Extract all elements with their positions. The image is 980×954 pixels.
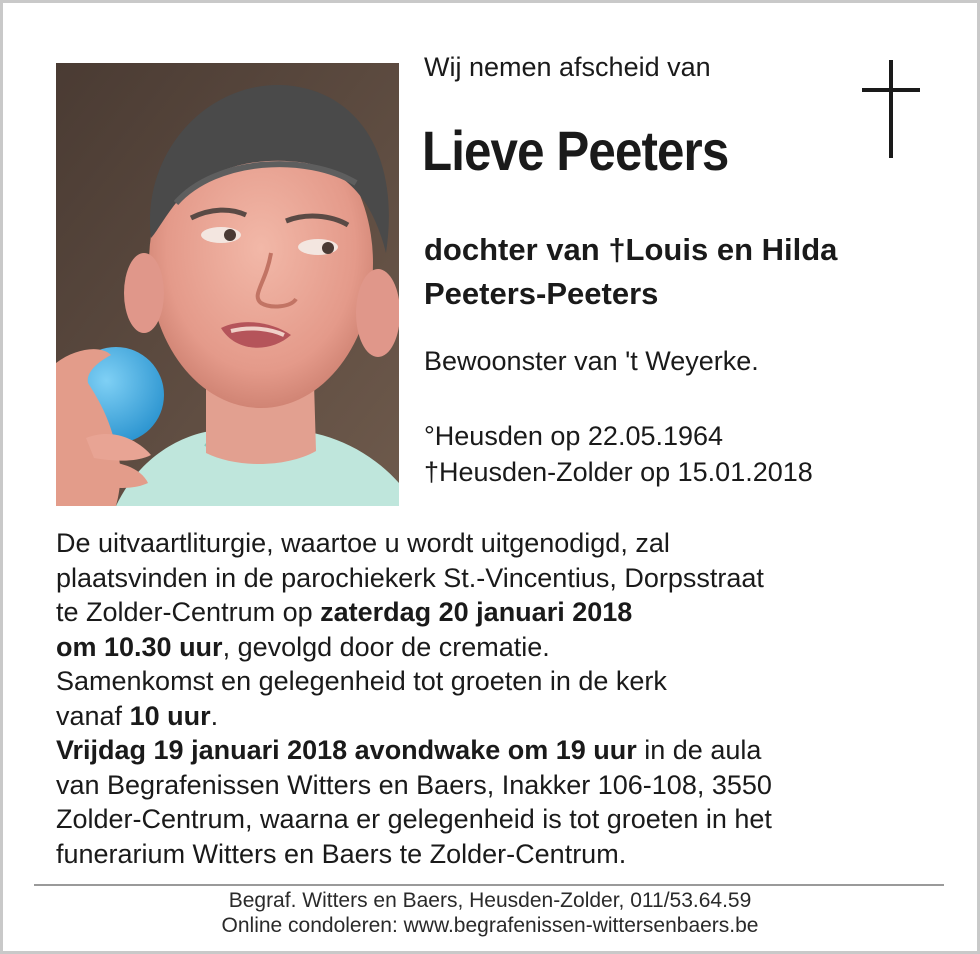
details-line: Samenkomst en gelegenheid tot groeten in de kerk bbox=[56, 666, 667, 696]
birth-date: °Heusden op 22.05.1964 bbox=[424, 421, 724, 451]
details-line: Zolder-Centrum, waarna er gelegenheid is tot groeten in het bbox=[56, 804, 772, 834]
parents-block bbox=[424, 228, 837, 316]
details-line: Vrijdag 19 januari 2018 avondwake om 19 uur in de aula bbox=[56, 735, 762, 765]
deceased-name: Lieve Peeters bbox=[422, 119, 729, 182]
funeral-time: om 10.30 uur bbox=[56, 631, 223, 662]
portrait-photo bbox=[56, 63, 399, 506]
residence-text: Bewoonster van 't Weyerke. bbox=[424, 346, 759, 376]
footer-divider bbox=[34, 884, 944, 886]
details-line: plaatsvinden in de parochiekerk St.-Vincentius, Dorpsstraat bbox=[56, 562, 764, 593]
details-line: te Zolder-Centrum op zaterdag 20 januari 2018 bbox=[56, 597, 633, 627]
details-line: vanaf 10 uur. bbox=[56, 700, 219, 731]
condolence-link[interactable]: Online condoleren: www.begrafenissen-wittersenbaers.be bbox=[221, 914, 759, 937]
footer bbox=[0, 888, 980, 938]
details-line: van Begrafenissen Witters en Baers, Inakker 106-108, 3550 bbox=[56, 769, 772, 800]
parents-line-2: Peeters-Peeters bbox=[424, 276, 659, 311]
death-date: †Heusden-Zolder op 15.01.2018 bbox=[424, 457, 813, 487]
parents-line-1: dochter van †Louis en Hilda bbox=[424, 232, 838, 267]
details-line: funerarium Witters en Baers te Zolder-Centrum. bbox=[56, 838, 627, 869]
funeral-date: zaterdag 20 januari 2018 bbox=[320, 597, 633, 627]
funeral-details bbox=[56, 526, 936, 871]
wake-info: Vrijdag 19 januari 2018 avondwake om 19 uur bbox=[56, 735, 637, 765]
funeral-home-contact: Begraf. Witters en Baers, Heusden-Zolder, 011/53.64.59 bbox=[228, 889, 752, 912]
intro-text: Wij nemen afscheid van bbox=[424, 52, 711, 82]
gathering-time: 10 uur bbox=[129, 700, 211, 731]
dates-block bbox=[424, 418, 813, 490]
details-line: om 10.30 uur, gevolgd door de crematie. bbox=[56, 631, 550, 662]
latin-cross-icon bbox=[862, 60, 920, 158]
details-line: De uitvaartliturgie, waartoe u wordt uitgenodigd, zal bbox=[56, 528, 670, 558]
